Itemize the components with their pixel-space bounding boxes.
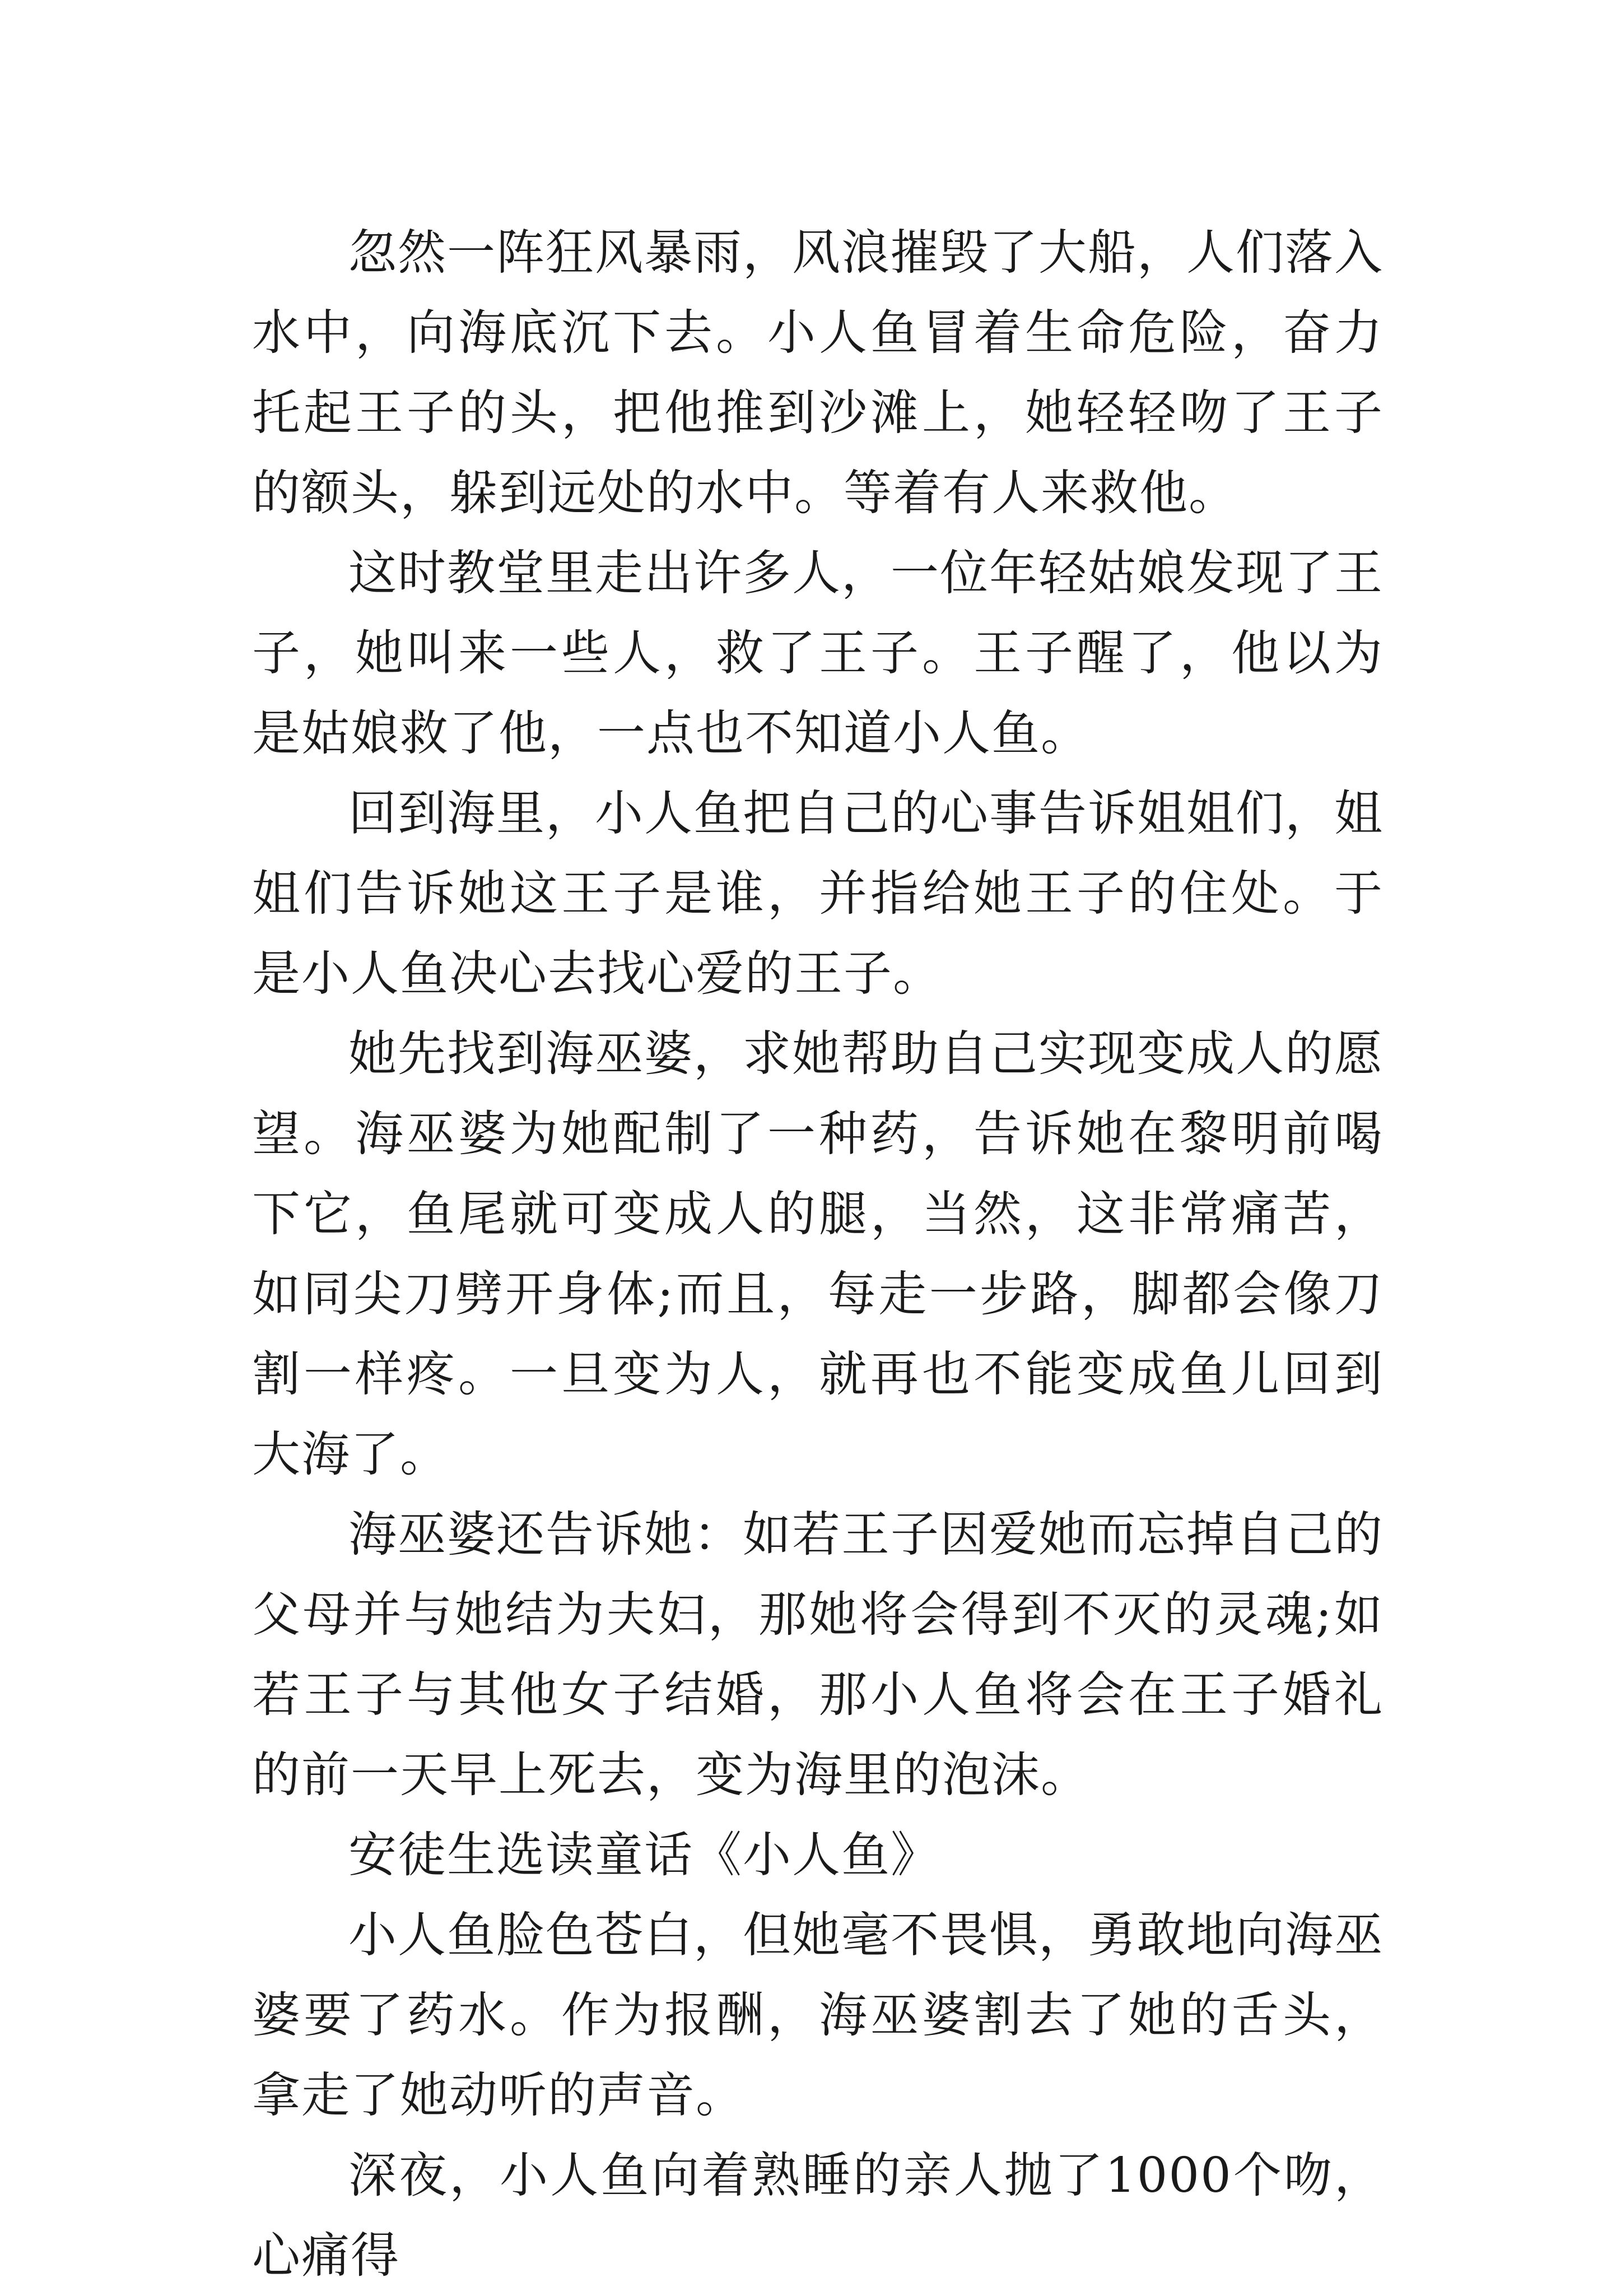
document-body: [252, 213, 1384, 2296]
paragraph-storm: 忽然一阵狂风暴雨，风浪摧毁了大船，人们落入水中，向海底沉下去。小人鱼冒着生命危险，奋力托起王子的头，把他推到沙滩上，她轻轻吻了王子的额头，躲到远处的水中。等着有人来救他。: [252, 225, 1384, 521]
paragraph-farewell: 深夜，小人鱼向着熟睡的亲人抛了1000个吻，心痛得: [252, 2148, 1384, 2284]
paragraph-sisters: 回到海里，小人鱼把自己的心事告诉姐姐们，姐姐们告诉她这王子是谁，并指给她王子的住处。于是小人鱼决心去找心爱的王子。: [252, 786, 1384, 1002]
paragraph-source-title: 安徒生选读童话《小人鱼》: [348, 1827, 940, 1883]
paragraph-witch-warning: 海巫婆还告诉她：如若王子因爱她而忘掉自己的父母并与她结为夫妇，那她将会得到不灭的灵魂;如若王子与其他女子结婚，那小人鱼将会在王子婚礼的前一天早上死去，变为海里的泡沫。: [252, 1507, 1384, 1803]
paragraph-sea-witch: 她先找到海巫婆，求她帮助自己实现变成人的愿望。海巫婆为她配制了一种药，告诉她在黎明前喝下它，鱼尾就可变成人的腿，当然，这非常痛苦，如同尖刀劈开身体;而且，每走一步路，脚都会像刀割一样疼。一旦变为人，就再也不能变成鱼儿回到大海了。: [252, 1026, 1384, 1482]
paragraph-potion: 小人鱼脸色苍白，但她毫不畏惧，勇敢地向海巫婆要了药水。作为报酬，海巫婆割去了她的舌头，拿走了她动听的声音。: [252, 1907, 1384, 2123]
paragraph-church: 这时教堂里走出许多人，一位年轻姑娘发现了王子，她叫来一些人，救了王子。王子醒了，他以为是姑娘救了他，一点也不知道小人鱼。: [252, 545, 1384, 761]
